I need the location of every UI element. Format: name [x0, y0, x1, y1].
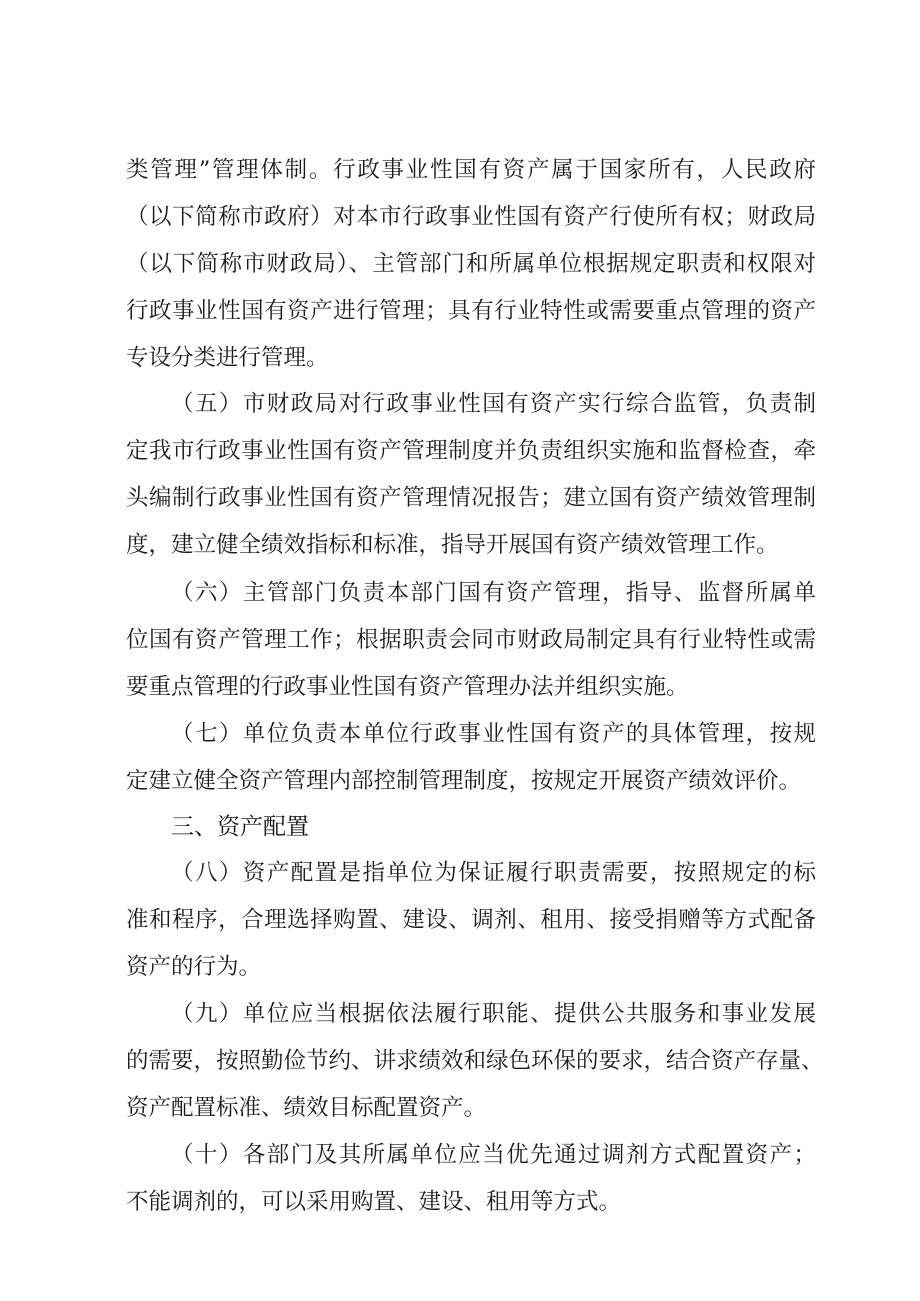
paragraph-line: 准和程序，合理选择购置、建设、调剂、租用、接受捐赠等方式配备 [126, 907, 816, 933]
paragraph-line: 类管理”管理体制。行政事业性国有资产属于国家所有，人民政府 [126, 157, 816, 183]
paragraph-line: 行政事业性国有资产进行管理；具有行业特性或需要重点管理的资产 [126, 298, 816, 324]
paragraph-line: （六）主管部门负责本部门国有资产管理，指导、监督所属单 [171, 580, 816, 606]
paragraph-line: 资产配置标准、绩效目标配置资产。 [126, 1095, 487, 1121]
paragraph-line: （五）市财政局对行政事业性国有资产实行综合监管，负责制 [171, 391, 816, 417]
paragraph-line: （以下简称市政府）对本市行政事业性国有资产行使所有权；财政局 [126, 204, 816, 230]
paragraph-line: （九）单位应当根据依法履行职能、提供公共服务和事业发展 [171, 1001, 816, 1027]
paragraph-line: （十）各部门及其所属单位应当优先通过调剂方式配置资产； [171, 1142, 816, 1168]
paragraph-line: 不能调剂的，可以采用购置、建设、租用等方式。 [126, 1189, 622, 1215]
paragraph-line: 度，建立健全绩效指标和标准，指导开展国有资产绩效管理工作。 [126, 532, 779, 558]
paragraph-line: 的需要，按照勤俭节约、讲求绩效和绿色环保的要求，结合资产存量、 [126, 1048, 824, 1074]
paragraph-line: （八）资产配置是指单位为保证履行职责需要，按照规定的标 [171, 860, 816, 886]
paragraph-line: （以下简称市财政局）、主管部门和所属单位根据规定职责和权限对 [126, 251, 816, 277]
paragraph-line: 定建立健全资产管理内部控制管理制度，按规定开展资产绩效评价。 [126, 768, 802, 794]
paragraph-line: （七）单位负责本单位行政事业性国有资产的具体管理，按规 [171, 721, 816, 747]
paragraph-line: 头编制行政事业性国有资产管理情况报告；建立国有资产绩效管理制 [126, 485, 816, 511]
paragraph-line: 专设分类进行管理。 [126, 345, 329, 371]
section-heading: 三、资产配置 [171, 814, 309, 840]
paragraph-line: 定我市行政事业性国有资产管理制度并负责组织实施和监督检查，牵 [126, 438, 816, 464]
paragraph-line: 资产的行为。 [126, 954, 262, 980]
paragraph-line: 要重点管理的行政事业性国有资产管理办法并组织实施。 [126, 674, 689, 700]
paragraph-line: 位国有资产管理工作；根据职责会同市财政局制定具有行业特性或需 [126, 627, 816, 653]
